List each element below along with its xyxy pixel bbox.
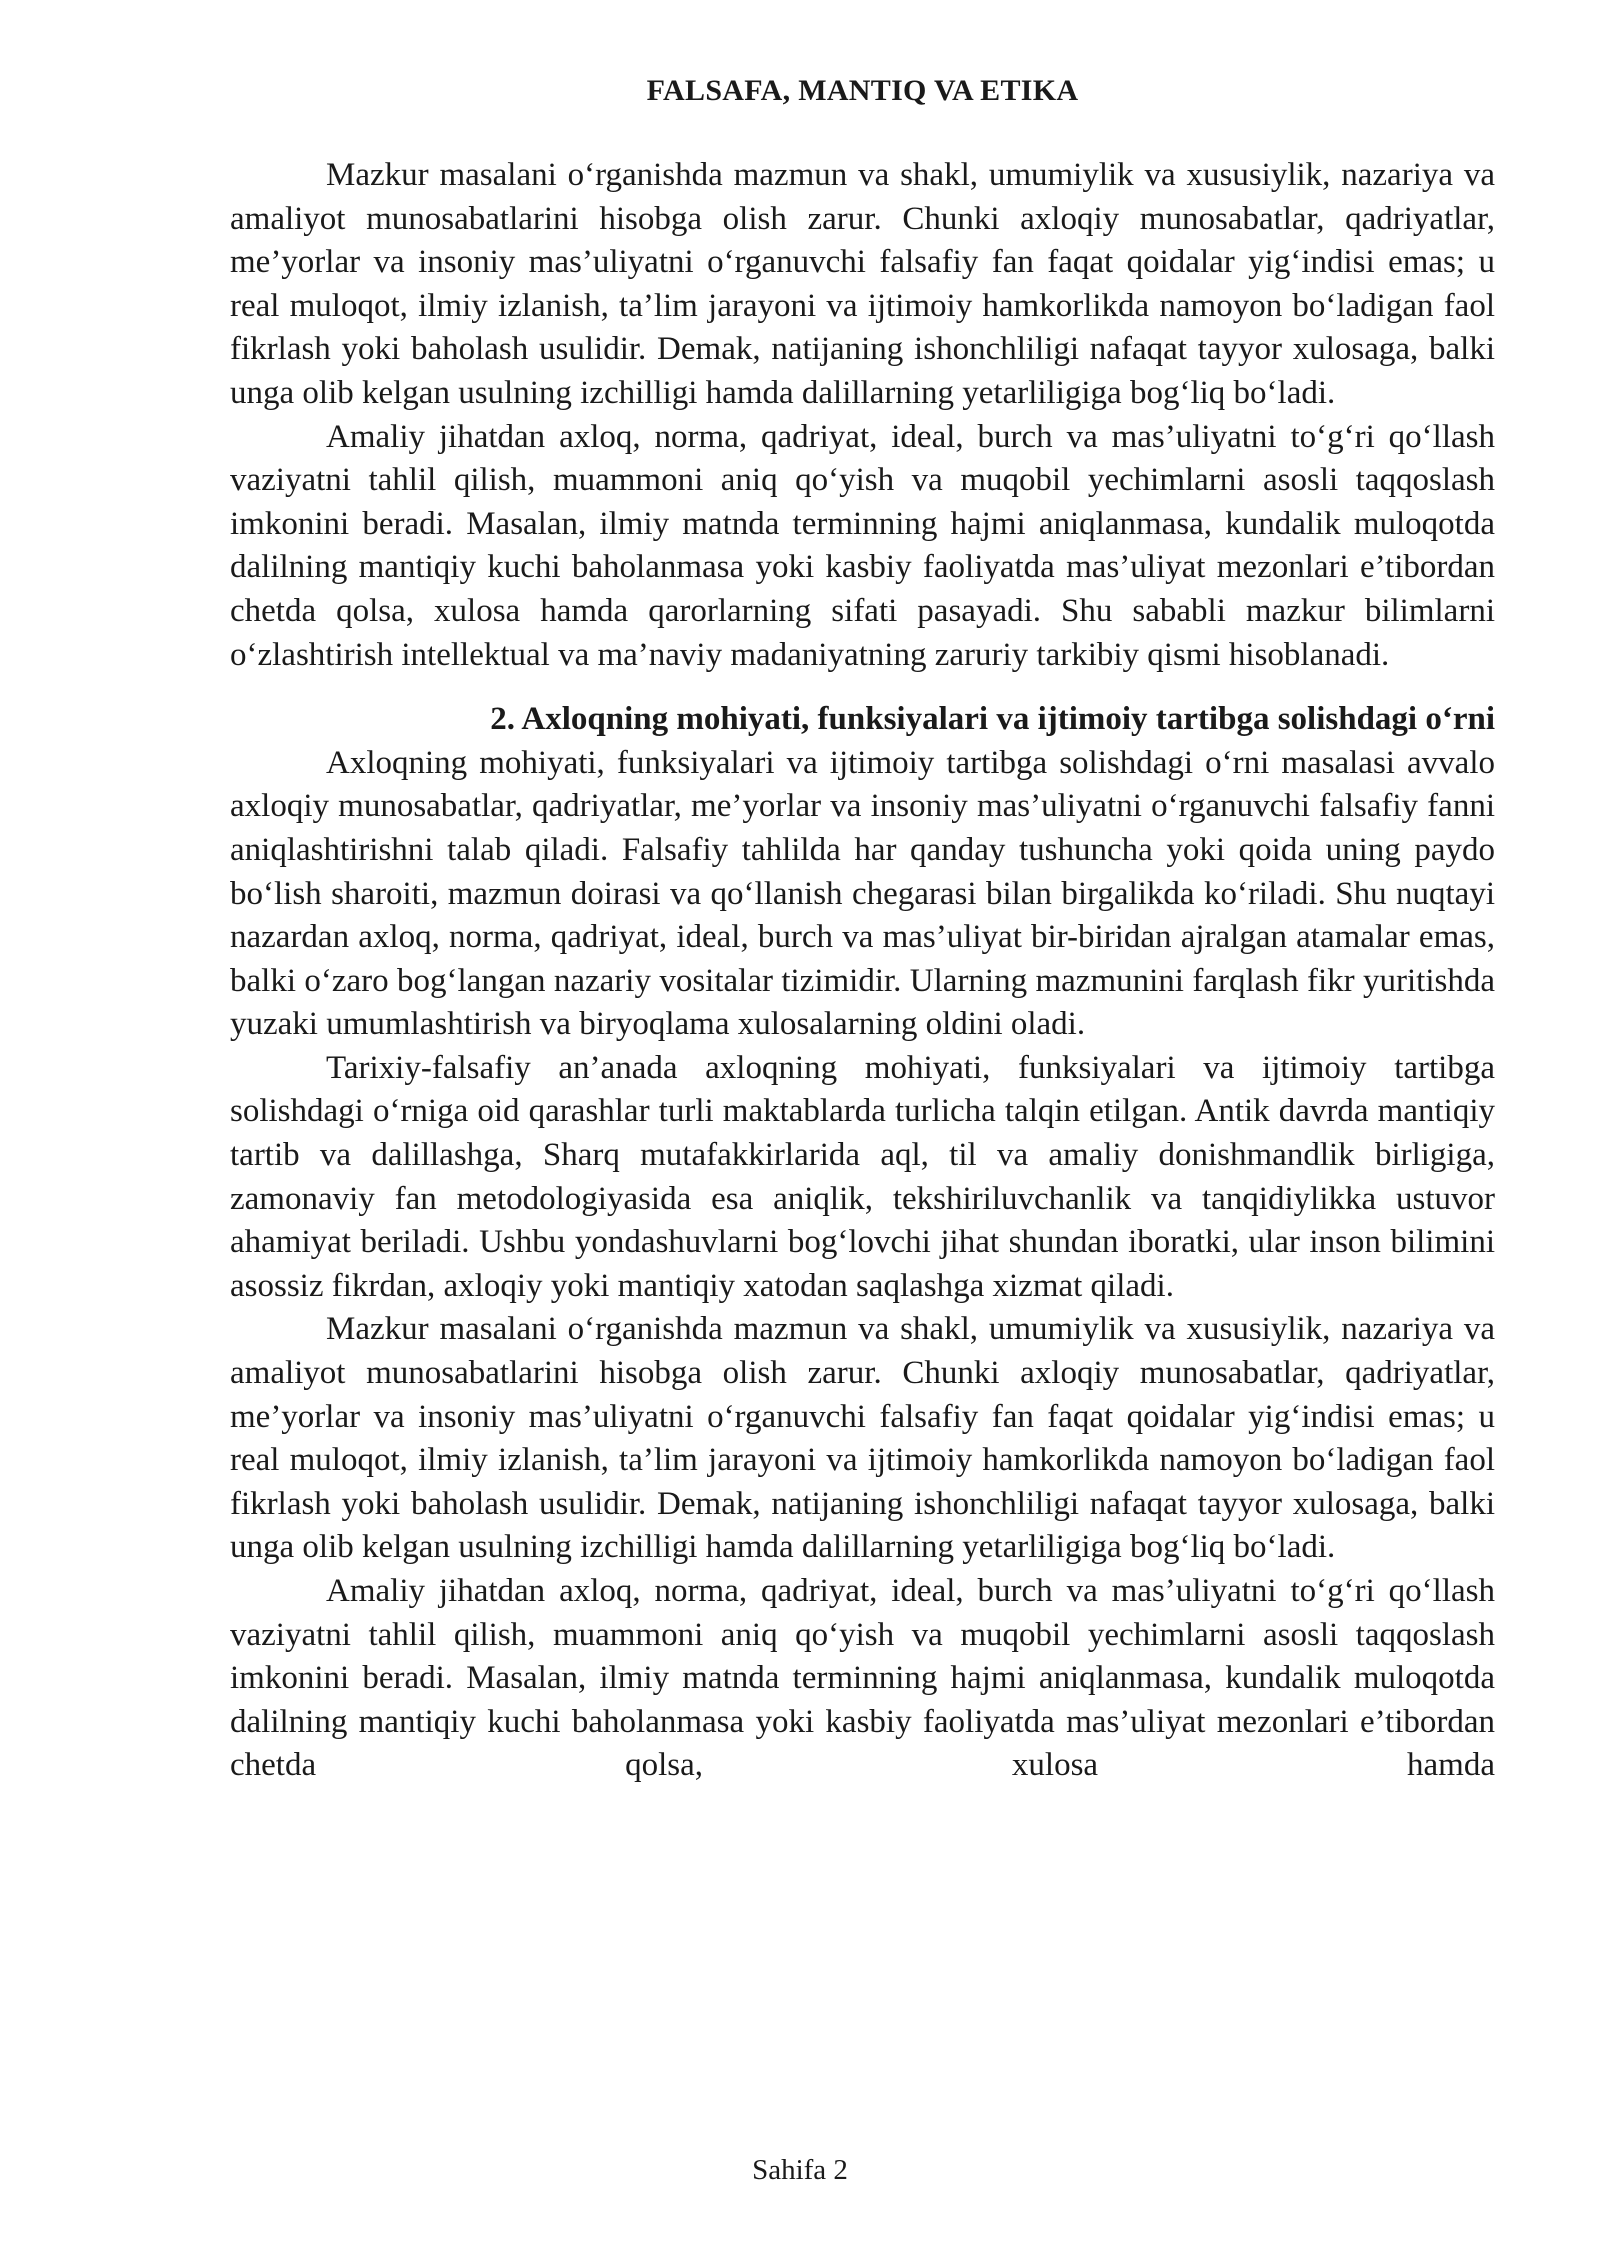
paragraph: Tarixiy-falsafiy an’anada axloqning mohiyati, funksiyalari va ijtimoiy tartibga solishdagi o‘rniga oid qarashlar turli maktablarda turlicha talqin etilgan. Antik davrda mantiqiy tartib va dalillashga, Sharq mutafakkirlarida aql, til va amaliy donishmandlik birligiga, zamonaviy fan metodologiyasida esa aniqlik, tekshiriluvchanlik va tanqidiylikka ustuvor ahamiyat beriladi. Ushbu yondashuvlarni bog‘lovchi jihat shundan iboratki, ular inson bilimini asossiz fikrdan, axloqiy yoki mantiqiy xatodan saqlashga xizmat qiladi. <box>230 1049 1495 1304</box>
section-heading: 2. Axloqning mohiyati, funksiyalari va ijtimoiy tartibga solishdagi o‘rni <box>490 701 1495 738</box>
page-number: Sahifa 2 <box>752 2154 848 2186</box>
paragraph: Amaliy jihatdan axloq, norma, qadriyat, ideal, burch va mas’uliyatni to‘g‘ri qo‘llash vaziyatni tahlil qilish, muammoni aniq qo‘yish va muqobil yechimlarni asosli taqqoslash imkonini beradi. Masalan, ilmiy matnda terminning hajmi aniqlanmasa, kundalik muloqotda dalilning mantiqiy kuchi baholanmasa yoki kasbiy faoliyatda mas’uliyat mezonlari e’tibordan chetda qolsa, xulosa hamda qarorlarning sifati pasayadi. Shu sababli mazkur bilimlarni o‘zlashtirish intellektual va ma’naviy madaniyatning zaruriy tarkibiy qismi hisoblanadi. <box>230 418 1495 673</box>
paragraph-continued: Amaliy jihatdan axloq, norma, qadriyat, ideal, burch va mas’uliyatni to‘g‘ri qo‘llash vaziyatni tahlil qilish, muammoni aniq qo‘yish va muqobil yechimlarni asosli taqqoslash imkonini beradi. Masalan, ilmiy matnda terminning hajmi aniqlanmasa, kundalik muloqotda dalilning mantiqiy kuchi baholanmasa yoki kasbiy faoliyatda mas’uliyat mezonlari e’tibordan chetda qolsa, xulosa hamda <box>230 1573 1495 1784</box>
page-content <box>230 154 1495 1788</box>
paragraph: Mazkur masalani o‘rganishda mazmun va shakl, umumiylik va xususiylik, nazariya va amaliyot munosabatlarini hisobga olish zarur. Chunki axloqiy munosabatlar, qadriyatlar, me’yorlar va insoniy mas’uliyatni o‘rganuvchi falsafiy fan faqat qoidalar yig‘indisi emas; u real muloqot, ilmiy izlanish, ta’lim jarayoni va ijtimoiy hamkorlikda namoyon bo‘ladigan faol fikrlash yoki baholash usulidir. Demak, natijaning ishonchliligi nafaqat tayyor xulosaga, balki unga olib kelgan usulning izchilligi hamda dalillarning yetarliligiga bog‘liq bo‘ladi. <box>230 1311 1495 1566</box>
paragraph: Mazkur masalani o‘rganishda mazmun va shakl, umumiylik va xususiylik, nazariya va amaliyot munosabatlarini hisobga olish zarur. Chunki axloqiy munosabatlar, qadriyatlar, me’yorlar va insoniy mas’uliyatni o‘rganuvchi falsafiy fan faqat qoidalar yig‘indisi emas; u real muloqot, ilmiy izlanish, ta’lim jarayoni va ijtimoiy hamkorlikda namoyon bo‘ladigan faol fikrlash yoki baholash usulidir. Demak, natijaning ishonchliligi nafaqat tayyor xulosaga, balki unga olib kelgan usulning izchilligi hamda dalillarning yetarliligiga bog‘liq bo‘ladi. <box>230 157 1495 411</box>
running-header: FALSAFA, MANTIQ VA ETIKA <box>646 74 1079 107</box>
paragraph: Axloqning mohiyati, funksiyalari va ijtimoiy tartibga solishdagi o‘rni masalasi avvalo axloqiy munosabatlar, qadriyatlar, me’yorlar va insoniy mas’uliyatni o‘rganuvchi falsafiy fanni aniqlashtirishni talab qiladi. Falsafiy tahlilda har qanday tushuncha yoki qoida uning paydo bo‘lish sharoiti, mazmun doirasi va qo‘llanish chegarasi bilan birgalikda ko‘riladi. Shu nuqtayi nazardan axloq, norma, qadriyat, ideal, burch va mas’uliyat bir-biridan ajralgan atamalar emas, balki o‘zaro bog‘langan nazariy vositalar tizimidir. Ularning mazmunini farqlash fikr yuritishda yuzaki umumlashtirish va biryoqlama xulosalarning oldini oladi. <box>230 744 1495 1043</box>
